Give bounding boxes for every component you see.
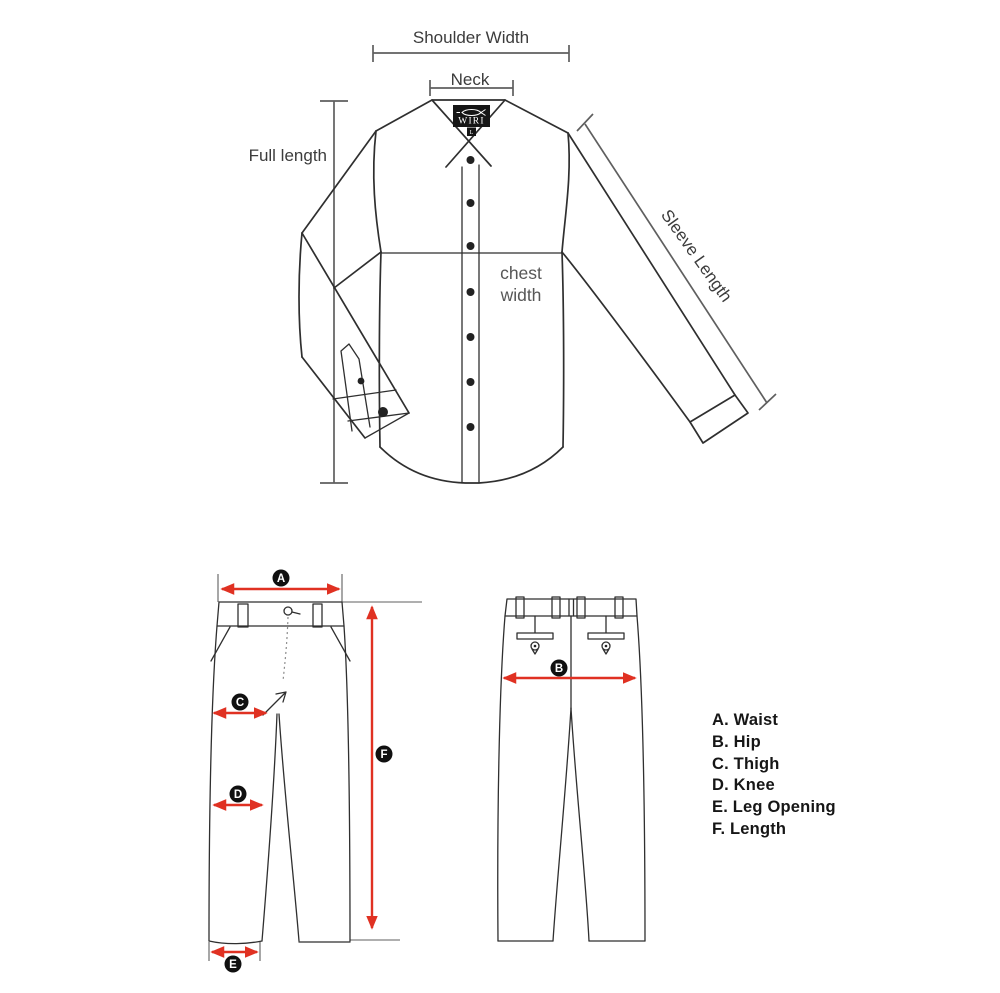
full-length-label: Full length xyxy=(248,146,327,165)
legend-item-leg-opening: E. Leg Opening xyxy=(712,798,836,817)
sleeve-length-label: Sleeve Length xyxy=(657,206,736,306)
front-pants-diagram xyxy=(209,574,422,961)
legend-item-length: F. Length xyxy=(712,819,787,838)
chest-width-label-line1: chest xyxy=(500,263,542,283)
chest-width-label-line2: width xyxy=(500,285,542,305)
svg-text:E: E xyxy=(229,959,237,972)
brand-name: WIRI xyxy=(458,116,485,127)
badge-hip xyxy=(551,660,568,677)
front-pants-reference-lines xyxy=(209,574,422,961)
front-pants-outline xyxy=(209,602,350,944)
measurement-legend xyxy=(712,710,836,841)
shirt-diagram xyxy=(249,28,776,483)
badge-knee xyxy=(230,786,247,803)
shoulder-width-label: Shoulder Width xyxy=(412,28,530,47)
neck-label: Neck xyxy=(450,70,490,89)
svg-text:A: A xyxy=(276,573,286,586)
legend-item-waist: A. Waist xyxy=(712,711,779,729)
badge-waist xyxy=(273,570,290,587)
back-pants-diagram xyxy=(498,597,645,941)
svg-text:C: C xyxy=(235,697,245,710)
legend-item-knee: D. Knee xyxy=(712,776,775,795)
shirt-brand-label xyxy=(453,105,490,136)
measurement-badges xyxy=(225,570,568,973)
badge-length xyxy=(376,746,393,763)
badge-thigh xyxy=(232,694,249,711)
size-tag: L xyxy=(469,130,474,137)
legend-item-hip: B. Hip xyxy=(712,732,761,751)
svg-text:B: B xyxy=(554,663,564,676)
svg-text:F: F xyxy=(380,749,388,762)
svg-text:D: D xyxy=(233,789,243,802)
legend-item-thigh: C. Thigh xyxy=(712,754,780,773)
back-pants-outline xyxy=(498,597,645,941)
badge-leg-opening xyxy=(225,956,242,973)
